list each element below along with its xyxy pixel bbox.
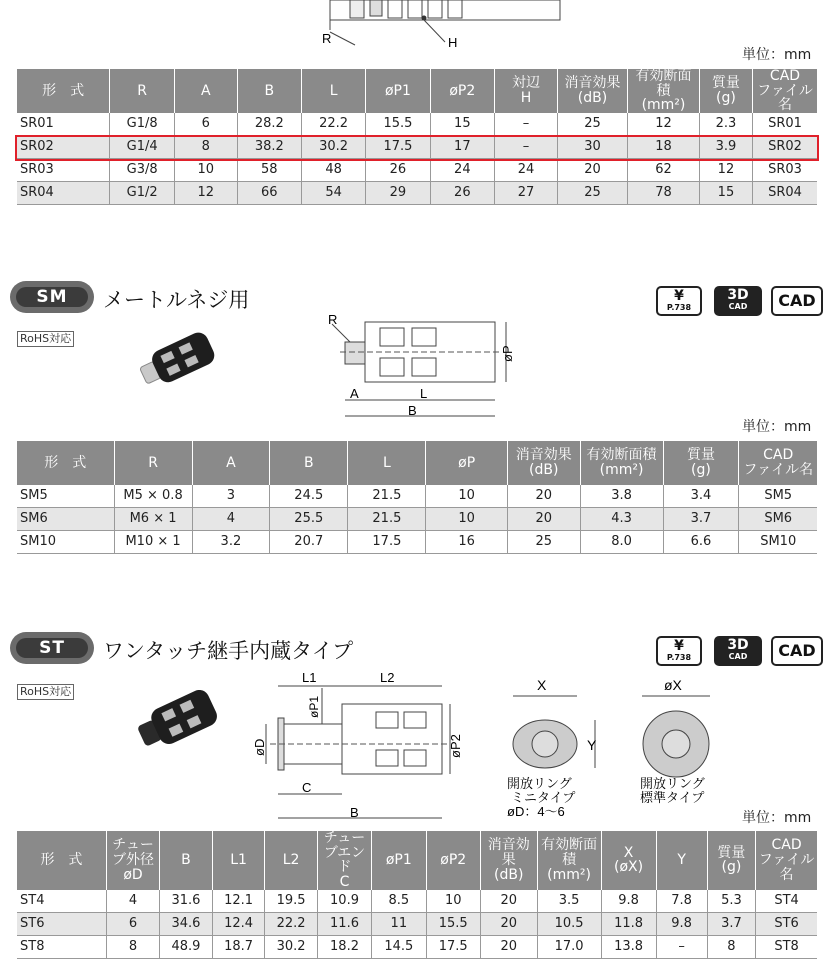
sr-header-1: R: [110, 69, 175, 113]
sr-cell: 29: [366, 182, 430, 205]
sm-cell: 24.5: [270, 485, 348, 508]
st-header-13: CAD ファイル名: [756, 831, 817, 890]
sm-spec-table: [17, 441, 817, 554]
table-row: [17, 508, 817, 531]
sr-cell: 30: [557, 136, 627, 159]
sm-label-a: A: [350, 386, 359, 401]
sr-cell: 12: [699, 159, 752, 182]
st-header-row: [17, 831, 817, 890]
sr-cell: 48: [301, 159, 365, 182]
yen-icon: ¥: [674, 288, 684, 304]
st-cad-icon[interactable]: CAD: [771, 636, 823, 666]
st-3d-cad-icon[interactable]: [714, 636, 762, 666]
sr-cell: 17.5: [366, 136, 430, 159]
sm-cell: 20.7: [270, 531, 348, 554]
sm-table-body: [17, 485, 817, 554]
sm-cell: M6 × 1: [114, 508, 192, 531]
sm-header-row: [17, 441, 817, 485]
sm-cell: 16: [426, 531, 507, 554]
sm-cell: 4: [192, 508, 270, 531]
sm-cell: SM6: [739, 508, 817, 531]
st-cell: 7.8: [656, 890, 707, 913]
sm-header-6: 消音効果 (dB): [507, 441, 580, 485]
sm-cell: M5 × 0.8: [114, 485, 192, 508]
st-cell: 10: [426, 890, 480, 913]
sm-cell: 17.5: [348, 531, 426, 554]
sm-title: メートルネジ用: [103, 288, 250, 312]
st-cell: 20: [480, 935, 537, 958]
sr-cell: 17: [430, 136, 494, 159]
st-cell: 8: [106, 935, 159, 958]
table-row: [17, 531, 817, 554]
sr-cell: 54: [301, 182, 365, 205]
sm-cell: 20: [507, 485, 580, 508]
ring-mini-label-x: X: [537, 677, 547, 693]
sm-label-l: L: [420, 386, 428, 401]
sm-price-icon[interactable]: [656, 286, 702, 316]
sr-cell: 8: [174, 136, 237, 159]
st-product-photo: [130, 690, 230, 750]
sr-unit-label: 単位：mm: [742, 47, 812, 63]
sm-cell: 10: [426, 508, 507, 531]
sr-header-0: 形 式: [17, 69, 110, 113]
sr-cell: 15: [430, 113, 494, 136]
sr-cell: G1/2: [110, 182, 175, 205]
sm-cell: 25.5: [270, 508, 348, 531]
sm-label-p: øP: [500, 345, 515, 362]
st-cell: ST6: [17, 912, 106, 935]
sm-cad-icon[interactable]: CAD: [771, 286, 823, 316]
st-3d-cad-label: CAD: [728, 652, 748, 661]
st-price-icon[interactable]: [656, 636, 702, 666]
sr-cell: –: [495, 136, 558, 159]
table-row: [17, 485, 817, 508]
sm-price-page: P.738: [666, 303, 692, 312]
st-header-10: X (øX): [601, 831, 656, 890]
st-price-page: P.738: [666, 653, 692, 662]
st-label-d: øD: [252, 738, 267, 756]
sm-3d-cad-icon[interactable]: [714, 286, 762, 316]
st-header-1: チューブ外径 øD: [106, 831, 159, 890]
ring-std-caption-2: 標準タイプ: [640, 790, 705, 805]
sr-cell: 62: [628, 159, 700, 182]
sm-cell: 3.2: [192, 531, 270, 554]
st-label-p2: øP2: [448, 734, 463, 758]
sr-cell: 26: [430, 182, 494, 205]
st-cell: 18.2: [317, 935, 371, 958]
st-header-9: 有効断面積 (mm²): [537, 831, 601, 890]
sr-header-10: 質量 (g): [699, 69, 752, 113]
st-label-l2: L2: [380, 670, 395, 685]
yen-icon: ¥: [674, 638, 684, 654]
sr-label-h: H: [448, 35, 458, 50]
st-cell: 6: [106, 912, 159, 935]
sm-3d-cad-label: CAD: [728, 302, 748, 311]
sr-cell: G1/8: [110, 113, 175, 136]
st-cell: ST4: [17, 890, 106, 913]
sm-cell: 25: [507, 531, 580, 554]
st-cell: –: [656, 935, 707, 958]
sr-cell: 25: [557, 113, 627, 136]
sr-header-7: 対辺 H: [495, 69, 558, 113]
st-unit-label: 単位：mm: [742, 810, 812, 826]
sr-header-9: 有効断面積 (mm²): [628, 69, 700, 113]
sr-cell: 10: [174, 159, 237, 182]
st-cell: 8.5: [372, 890, 426, 913]
sr-cell: 15: [699, 182, 752, 205]
st-cell: 20: [480, 890, 537, 913]
table-row: [17, 890, 817, 913]
st-cell: 19.5: [265, 890, 318, 913]
sm-cell: 8.0: [580, 531, 663, 554]
sm-header-8: 質量 (g): [663, 441, 739, 485]
sr-cell: 20: [557, 159, 627, 182]
sm-badge-label: SM: [16, 287, 88, 307]
sm-cell: SM6: [17, 508, 114, 531]
ring-mini-caption-3: øD：4～6: [507, 804, 565, 816]
sm-cell: 6.6: [663, 531, 739, 554]
sr-header-11: CAD ファイル名: [753, 69, 818, 113]
sr-cell: SR01: [753, 113, 818, 136]
st-cell: ST4: [756, 890, 817, 913]
sr-cell: SR04: [17, 182, 110, 205]
ring-std-caption-1: 開放リング: [640, 776, 705, 791]
sr-cell: G3/8: [110, 159, 175, 182]
ring-mini-label-y: Y: [587, 737, 597, 753]
sm-cell: SM5: [17, 485, 114, 508]
st-header-4: L2: [265, 831, 318, 890]
st-cell: 48.9: [160, 935, 213, 958]
sr-dimension-diagram: [300, 0, 580, 55]
table-row: [17, 935, 817, 958]
st-label-l1: L1: [302, 670, 317, 685]
st-cell: 18.7: [212, 935, 265, 958]
sm-cell: 21.5: [348, 508, 426, 531]
sm-cell: SM10: [17, 531, 114, 554]
sm-header-3: B: [270, 441, 348, 485]
sr-header-2: A: [174, 69, 237, 113]
sm-cell: 3.4: [663, 485, 739, 508]
st-label-b: B: [350, 805, 359, 820]
sr-cell: 30.2: [301, 136, 365, 159]
sr-label-r: R: [322, 31, 332, 46]
sr-cell: 58: [237, 159, 301, 182]
sm-header-7: 有効断面積 (mm²): [580, 441, 663, 485]
st-3d-label: 3D: [727, 637, 749, 653]
sm-cell: 21.5: [348, 485, 426, 508]
sm-cell: SM5: [739, 485, 817, 508]
st-header-12: 質量 (g): [707, 831, 755, 890]
sm-cell: M10 × 1: [114, 531, 192, 554]
sr-cell: 22.2: [301, 113, 365, 136]
sm-label-b: B: [408, 403, 417, 418]
st-label-p1: øP1: [307, 695, 321, 718]
st-header-5: チューブエンド C: [317, 831, 371, 890]
st-cell: 12.4: [212, 912, 265, 935]
st-title: ワンタッチ継手内蔵タイプ: [103, 639, 354, 663]
sr-cell: G1/4: [110, 136, 175, 159]
sm-cell: 3.8: [580, 485, 663, 508]
st-header-7: øP2: [426, 831, 480, 890]
st-cell: 12.1: [212, 890, 265, 913]
sm-header-4: L: [348, 441, 426, 485]
st-header-8: 消音効果 (dB): [480, 831, 537, 890]
sr-cell: 24: [430, 159, 494, 182]
sm-product-photo: [130, 330, 230, 390]
sm-dimension-diagram: [320, 312, 520, 422]
sr-cell: 27: [495, 182, 558, 205]
sr-cell: 25: [557, 182, 627, 205]
sr-header-row: [17, 69, 817, 113]
st-header-2: B: [160, 831, 213, 890]
ring-mini-caption-1: 開放リング: [507, 776, 572, 791]
st-cell: 11: [372, 912, 426, 935]
st-cell: 17.5: [426, 935, 480, 958]
st-cell: 22.2: [265, 912, 318, 935]
sr-cell: SR03: [753, 159, 818, 182]
sr-cell: 28.2: [237, 113, 301, 136]
sr-cell: 78: [628, 182, 700, 205]
table-row: [17, 182, 817, 205]
sr-cell: 12: [628, 113, 700, 136]
sr-cell: 66: [237, 182, 301, 205]
st-cell: 17.0: [537, 935, 601, 958]
sr-cell: SR01: [17, 113, 110, 136]
st-cell: ST8: [756, 935, 817, 958]
st-dimension-diagram: [250, 668, 470, 828]
st-cell: 13.8: [601, 935, 656, 958]
table-row: [17, 159, 817, 182]
sr-cell: 2.3: [699, 113, 752, 136]
st-label-c: C: [302, 780, 312, 795]
ring-mini-caption-2: ミニタイプ: [511, 790, 576, 805]
st-cell: 3.7: [707, 912, 755, 935]
sm-header-0: 形 式: [17, 441, 114, 485]
sm-cell: 10: [426, 485, 507, 508]
st-cell: 9.8: [601, 890, 656, 913]
st-cell: ST8: [17, 935, 106, 958]
sm-cell: 4.3: [580, 508, 663, 531]
sr-header-3: B: [237, 69, 301, 113]
sm-header-5: øP: [426, 441, 507, 485]
sr-header-4: L: [301, 69, 365, 113]
st-cell: 11.6: [317, 912, 371, 935]
st-cell: 31.6: [160, 890, 213, 913]
sr-cell: 12: [174, 182, 237, 205]
sr-cell: 6: [174, 113, 237, 136]
st-header-11: Y: [656, 831, 707, 890]
st-cell: 8: [707, 935, 755, 958]
sr-cell: SR02: [17, 136, 110, 159]
st-cell: 4: [106, 890, 159, 913]
st-cell: 15.5: [426, 912, 480, 935]
sr-header-6: øP2: [430, 69, 494, 113]
sr-cell: SR02: [753, 136, 818, 159]
sr-header-5: øP1: [366, 69, 430, 113]
ring-standard-diagram: [636, 676, 726, 806]
sm-3d-label: 3D: [727, 287, 749, 303]
st-badge-label: ST: [16, 638, 88, 658]
sm-unit-label: 単位：mm: [742, 419, 812, 435]
st-cell: 11.8: [601, 912, 656, 935]
sr-header-8: 消音効果 (dB): [557, 69, 627, 113]
ring-std-label-x: øX: [664, 677, 682, 693]
sr-cell: –: [495, 113, 558, 136]
sr-cell: 24: [495, 159, 558, 182]
sr-cell: SR03: [17, 159, 110, 182]
sr-cell: 38.2: [237, 136, 301, 159]
ring-mini-diagram: [505, 676, 615, 816]
sr-cell: 26: [366, 159, 430, 182]
sm-rohs-label: RoHS対応: [17, 331, 74, 347]
sr-cell: SR04: [753, 182, 818, 205]
st-cell: 20: [480, 912, 537, 935]
st-cell: 3.5: [537, 890, 601, 913]
sm-cell: 3: [192, 485, 270, 508]
sm-cell: SM10: [739, 531, 817, 554]
st-header-6: øP1: [372, 831, 426, 890]
st-cell: ST6: [756, 912, 817, 935]
st-cell: 30.2: [265, 935, 318, 958]
sm-cell: 20: [507, 508, 580, 531]
st-cell: 9.8: [656, 912, 707, 935]
sm-cell: 3.7: [663, 508, 739, 531]
table-row: [17, 113, 817, 136]
st-header-0: 形 式: [17, 831, 106, 890]
sm-badge: [10, 281, 94, 313]
sm-header-1: R: [114, 441, 192, 485]
st-table-body: [17, 890, 817, 959]
st-badge: [10, 632, 94, 664]
st-cell: 14.5: [372, 935, 426, 958]
st-cell: 5.3: [707, 890, 755, 913]
sm-header-9: CAD ファイル名: [739, 441, 817, 485]
st-cell: 10.5: [537, 912, 601, 935]
table-row: [17, 912, 817, 935]
st-cell: 34.6: [160, 912, 213, 935]
sr-cell: 3.9: [699, 136, 752, 159]
st-header-3: L1: [212, 831, 265, 890]
sm-label-r: R: [328, 312, 338, 327]
sr-cell: 18: [628, 136, 700, 159]
st-cell: 10.9: [317, 890, 371, 913]
st-rohs-label: RoHS対応: [17, 684, 74, 700]
sr-highlight-box: [15, 135, 819, 161]
sr-cell: 15.5: [366, 113, 430, 136]
st-spec-table: [17, 831, 817, 959]
sm-header-2: A: [192, 441, 270, 485]
